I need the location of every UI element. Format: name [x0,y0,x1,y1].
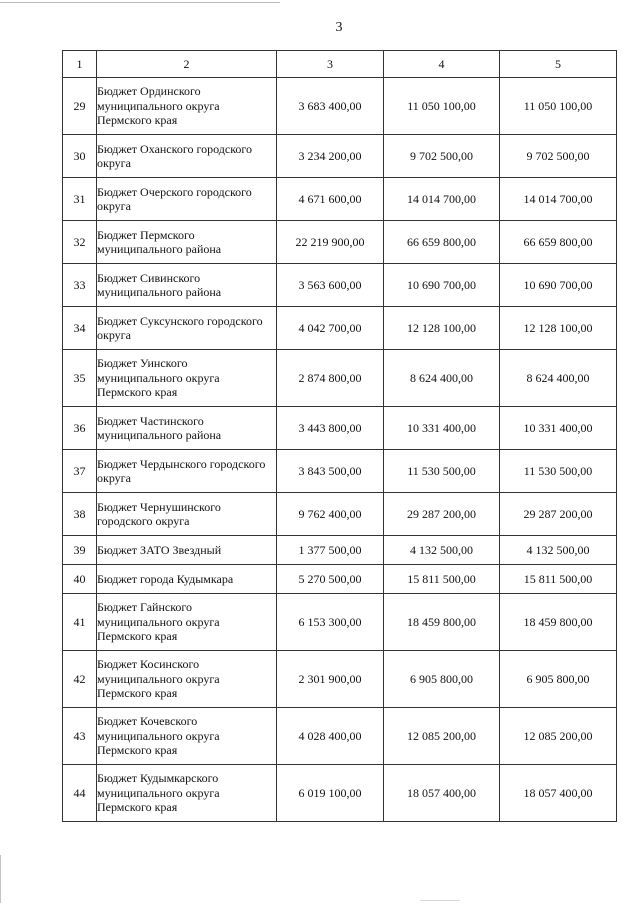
column-header-1: 1 [63,51,97,78]
table-row [63,78,617,135]
amount-col-3: 4 028 400,00 [277,708,384,765]
amount-col-5: 9 702 500,00 [500,135,617,178]
table-row [63,264,617,307]
budget-name: Бюджет Уинского муниципального округа Пермского края [97,350,277,407]
amount-col-4: 9 702 500,00 [384,135,500,178]
row-number: 41 [63,594,97,651]
amount-col-3: 4 671 600,00 [277,178,384,221]
amount-col-4: 10 331 400,00 [384,407,500,450]
budget-name: Бюджет Ординского муниципального округа Пермского края [97,78,277,135]
row-number: 40 [63,565,97,594]
scan-artifact-line [0,2,280,3]
amount-col-3: 2 301 900,00 [277,651,384,708]
amount-col-5: 14 014 700,00 [500,178,617,221]
amount-col-4: 18 459 800,00 [384,594,500,651]
column-header-5: 5 [500,51,617,78]
table-row [63,221,617,264]
amount-col-5: 11 050 100,00 [500,78,617,135]
budget-name: Бюджет Кудымкарского муниципального округа Пермского края [97,765,277,822]
budget-name: Бюджет Частинского муниципального района [97,407,277,450]
row-number: 34 [63,307,97,350]
budget-name: Бюджет Чердынского городского округа [97,450,277,493]
amount-col-4: 12 085 200,00 [384,708,500,765]
row-number: 36 [63,407,97,450]
table-row [63,135,617,178]
table-row [63,565,617,594]
amount-col-3: 3 443 800,00 [277,407,384,450]
budget-name: Бюджет Очерского городского округа [97,178,277,221]
column-header-2: 2 [97,51,277,78]
row-number: 32 [63,221,97,264]
table-row [63,651,617,708]
amount-col-3: 2 874 800,00 [277,350,384,407]
page-number: 3 [335,20,343,35]
table-header-row [63,51,617,78]
budget-name: Бюджет Чернушинского городского округа [97,493,277,536]
amount-col-5: 10 690 700,00 [500,264,617,307]
row-number: 30 [63,135,97,178]
amount-col-4: 11 050 100,00 [384,78,500,135]
table-row [63,307,617,350]
amount-col-3: 6 153 300,00 [277,594,384,651]
row-number: 42 [63,651,97,708]
budget-name: Бюджет Оханского городского округа [97,135,277,178]
table-row [63,536,617,565]
row-number: 38 [63,493,97,536]
row-number: 31 [63,178,97,221]
budget-name: Бюджет Кочевского муниципального округа Пермского края [97,708,277,765]
amount-col-5: 8 624 400,00 [500,350,617,407]
amount-col-3: 6 019 100,00 [277,765,384,822]
amount-col-3: 3 234 200,00 [277,135,384,178]
table-body [63,78,617,822]
column-header-4: 4 [384,51,500,78]
budget-allocation-table [62,50,617,822]
amount-col-4: 29 287 200,00 [384,493,500,536]
amount-col-3: 22 219 900,00 [277,221,384,264]
amount-col-3: 5 270 500,00 [277,565,384,594]
scan-artifact-edge [0,855,1,903]
table-row [63,708,617,765]
amount-col-3: 3 563 600,00 [277,264,384,307]
table-row [63,493,617,536]
table-row [63,594,617,651]
amount-col-5: 29 287 200,00 [500,493,617,536]
row-number: 37 [63,450,97,493]
table-row [63,450,617,493]
amount-col-4: 12 128 100,00 [384,307,500,350]
amount-col-3: 3 683 400,00 [277,78,384,135]
amount-col-4: 18 057 400,00 [384,765,500,822]
budget-name: Бюджет Сивинского муниципального района [97,264,277,307]
amount-col-3: 3 843 500,00 [277,450,384,493]
amount-col-5: 11 530 500,00 [500,450,617,493]
amount-col-4: 10 690 700,00 [384,264,500,307]
row-number: 43 [63,708,97,765]
budget-name: Бюджет Гайнского муниципального округа Пермского края [97,594,277,651]
table-row [63,765,617,822]
amount-col-3: 4 042 700,00 [277,307,384,350]
amount-col-3: 9 762 400,00 [277,493,384,536]
amount-col-5: 12 128 100,00 [500,307,617,350]
row-number: 29 [63,78,97,135]
amount-col-5: 12 085 200,00 [500,708,617,765]
amount-col-4: 66 659 800,00 [384,221,500,264]
row-number: 39 [63,536,97,565]
amount-col-4: 11 530 500,00 [384,450,500,493]
amount-col-3: 1 377 500,00 [277,536,384,565]
budget-name: Бюджет Пермского муниципального района [97,221,277,264]
amount-col-4: 8 624 400,00 [384,350,500,407]
table-row [63,350,617,407]
row-number: 44 [63,765,97,822]
budget-name: Бюджет города Кудымкара [97,565,277,594]
budget-name: Бюджет Суксунского городского округа [97,307,277,350]
amount-col-5: 18 057 400,00 [500,765,617,822]
amount-col-4: 15 811 500,00 [384,565,500,594]
amount-col-4: 6 905 800,00 [384,651,500,708]
amount-col-5: 10 331 400,00 [500,407,617,450]
column-header-3: 3 [277,51,384,78]
table-row [63,407,617,450]
amount-col-5: 15 811 500,00 [500,565,617,594]
amount-col-5: 4 132 500,00 [500,536,617,565]
row-number: 33 [63,264,97,307]
amount-col-4: 14 014 700,00 [384,178,500,221]
amount-col-4: 4 132 500,00 [384,536,500,565]
amount-col-5: 18 459 800,00 [500,594,617,651]
budget-name: Бюджет ЗАТО Звездный [97,536,277,565]
scan-artifact-mark [420,900,460,901]
row-number: 35 [63,350,97,407]
budget-name: Бюджет Косинского муниципального округа Пермского края [97,651,277,708]
amount-col-5: 66 659 800,00 [500,221,617,264]
table-row [63,178,617,221]
amount-col-5: 6 905 800,00 [500,651,617,708]
